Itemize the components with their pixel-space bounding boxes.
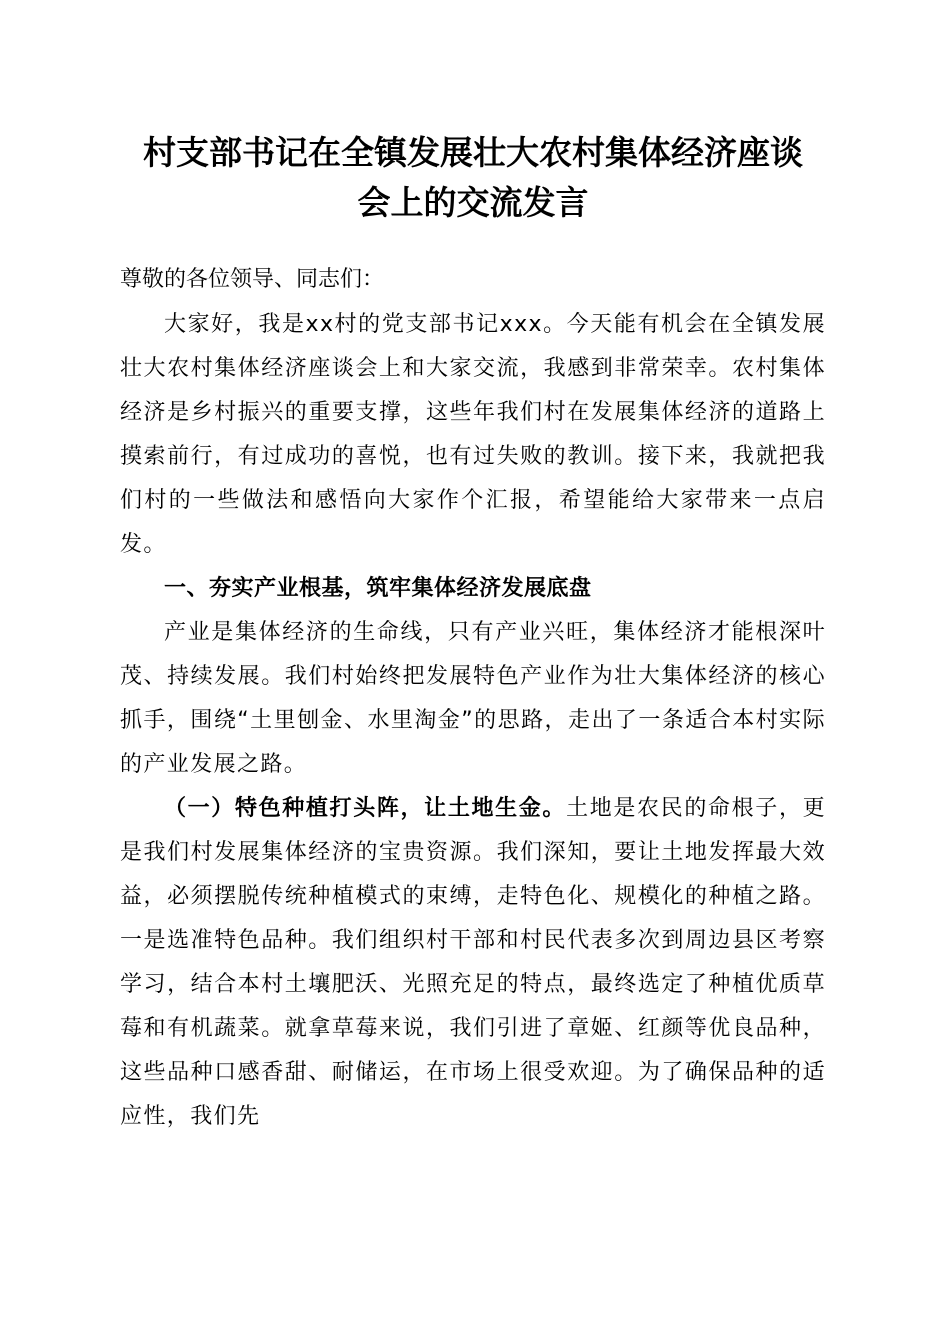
- document-page: [120, 128, 826, 1139]
- document-title: [110, 128, 836, 228]
- intro-paragraph: 大家好，我是xx村的党支部书记xxx。今天能有机会在全镇发展壮大农村集体经济座谈会上和大家交流，我感到非常荣幸。农村集体经济是乡村振兴的重要支撑，这些年我们村在发展集体经济的道路上摸索前行，有过成功的喜悦，也有过失败的教训。接下来，我就把我们村的一些做法和感悟向大家作个汇报，希望能给大家带来一点启发。: [120, 312, 826, 557]
- subsection-1-paragraph: [120, 787, 826, 1139]
- section-1-heading: 一、夯实产业根基，筑牢集体经济发展底盘: [164, 576, 592, 601]
- subsection-1-lead: （一）特色种植打头阵，让土地生金。: [164, 796, 567, 821]
- salutation: 尊敬的各位领导、同志们：: [120, 267, 385, 292]
- subsection-1-body: 土地是农民的命根子，更是我们村发展集体经济的宝贵资源。我们深知，要让土地发挥最大效益，必须摆脱传统种植模式的束缚，走特色化、规模化的种植之路。一是选准特色品种。我们组织村干部和村民代表多次到周边县区考察学习，结合本村土壤肥沃、光照充足的特点，最终选定了种植优质草莓和有机蔬菜。就拿草莓来说，我们引进了章姬、红颜等优良品种，这些品种口感香甜、耐储运，在市场上很受欢迎。为了确保品种的适应性，我们先: [120, 796, 826, 1129]
- title-line-1: 村支部书记在全镇发展壮大农村集体经济座谈: [143, 133, 803, 172]
- title-line-2: 会上的交流发言: [357, 183, 589, 222]
- section-1-paragraph: 产业是集体经济的生命线，只有产业兴旺，集体经济才能根深叶茂、持续发展。我们村始终把发展特色产业作为壮大集体经济的核心抓手，围绕“土里刨金、水里淘金”的思路，走出了一条适合本村实际的产业发展之路。: [120, 620, 826, 777]
